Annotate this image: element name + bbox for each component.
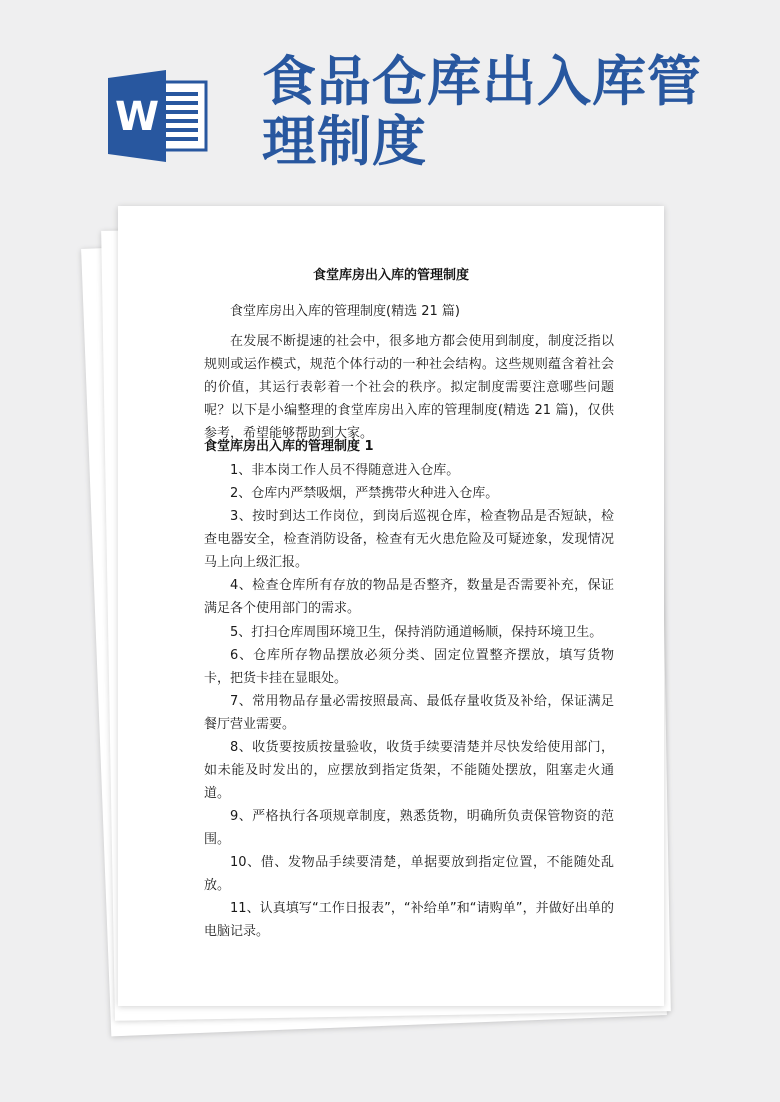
- rule-item: 11、认真填写“工作日报表”，“补给单”和“请购单”，并做好出单的电脑记录。: [204, 901, 614, 939]
- rule-item: 6、仓库所存物品摆放必须分类、固定位置整齐摆放，填写货物卡，把货卡挂在显眼处。: [204, 648, 614, 686]
- section-heading: 食堂库房出入库的管理制度 1: [204, 439, 374, 454]
- page-title: 食堂库房出入库的管理制度: [312, 268, 469, 283]
- rule-item: 1、非本岗工作人员不得随意进入仓库。: [230, 463, 460, 478]
- document-subtitle: 食堂库房出入库的管理制度(精选 21 篇): [230, 304, 460, 319]
- document-page: [118, 206, 664, 1006]
- document-heading: 食品仓库出入库管理制度: [262, 50, 702, 173]
- rule-item: 5、打扫仓库周围环境卫生，保持消防通道畅顺，保持环境卫生。: [230, 625, 603, 640]
- word-icon-letter: W: [114, 94, 160, 140]
- rule-item: 4、检查仓库所有存放的物品是否整齐，数量是否需要补充，保证满足各个使用部门的需求。: [204, 578, 614, 616]
- rule-item: 7、常用物品存量必需按照最高、最低存量收货及补给，保证满足餐厅营业需要。: [204, 694, 614, 732]
- intro-paragraph: 在发展不断提速的社会中，很多地方都会使用到制度，制度泛指以规则或运作模式，规范个体行动的一种社会结构。这些规则蕴含着社会的价值，其运行表彰着一个社会的秩序。拟定制度需要注意哪些问题呢？以下是小编整理的食堂库房出入库的管理制度(精选 21 篇)，仅供参考，希望能够帮助到大家。: [204, 334, 614, 441]
- rule-item: 9、严格执行各项规章制度，熟悉货物，明确所负责保管物资的范围。: [204, 809, 614, 847]
- rule-item: 8、收货要按质按量验收，收货手续要清楚并尽快发给使用部门，如未能及时发出的，应摆放到指定货架，不能随处摆放，阻塞走火通道。: [204, 740, 614, 801]
- rule-item: 3、按时到达工作岗位，到岗后巡视仓库，检查物品是否短缺，检查电器安全，检查消防设备，检查有无火患危险及可疑迹象，发现情况马上向上级汇报。: [204, 509, 614, 570]
- rule-item: 2、仓库内严禁吸烟，严禁携带火种进入仓库。: [230, 486, 499, 501]
- rule-item: 10、借、发物品手续要清楚，单据要放到指定位置，不能随处乱放。: [204, 855, 614, 893]
- word-icon: [108, 70, 208, 162]
